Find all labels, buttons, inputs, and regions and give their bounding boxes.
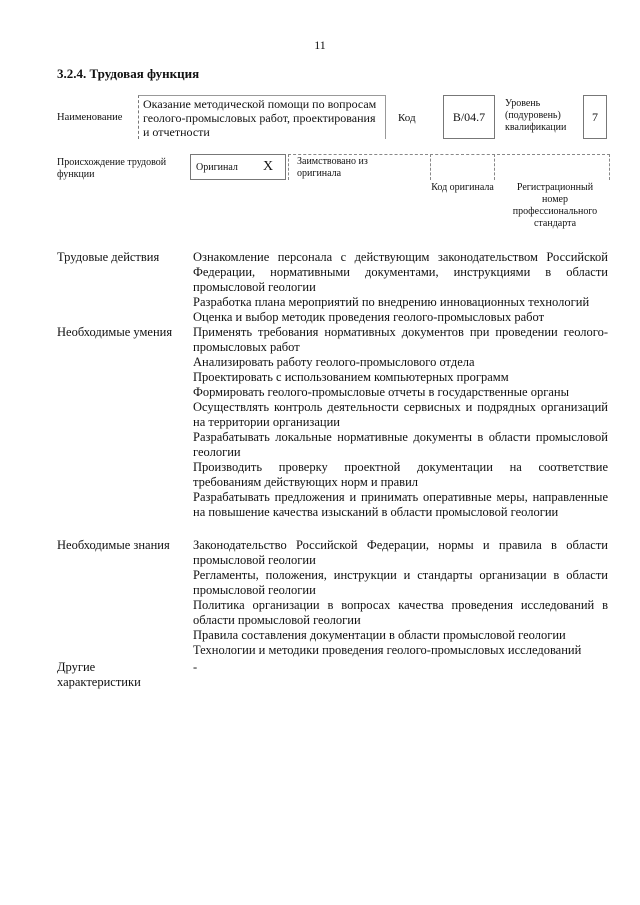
origin-label: Происхождение трудовой функции xyxy=(57,157,167,180)
section-actions xyxy=(193,250,608,325)
function-name-value: Оказание методической помощи по вопросам геолого-промысловых работ, проектирования и отчетности xyxy=(138,95,386,139)
section-label-knowledge: Необходимые знания xyxy=(57,538,170,552)
level-label: Уровень (подуровень) квалификации xyxy=(505,98,567,133)
reg-number-label: Регистрационный номер профессионального стандарта xyxy=(512,182,598,229)
list-item: Формировать геолого-промысловые отчеты в государственные органы xyxy=(193,385,569,399)
borrowed-box xyxy=(288,154,428,180)
section-label-skills: Необходимые умения xyxy=(57,325,173,339)
list-item: Осуществлять контроль деятельности сервисных и подрядных организаций на территории организации xyxy=(193,400,608,429)
name-label: Наименование xyxy=(57,112,123,123)
borrowed-label: Заимствовано из оригинала xyxy=(297,156,368,179)
list-item: Разрабатывать предложения и принимать оперативные меры, направленные на повышение качества изысканий в области промысловой геологии xyxy=(193,490,608,519)
list-item: Применять требования нормативных документов при проведении геолого-промысловых работ xyxy=(193,325,608,354)
list-item: Ознакомление персонала с действующим законодательством Российской Федерации, нормативными документами, инструкциями в области промысловой геологии xyxy=(193,250,608,294)
section-label-other: Другие характеристики xyxy=(57,660,141,689)
section-other xyxy=(193,660,608,675)
list-item: Проектировать с использованием компьютерных программ xyxy=(193,370,509,384)
code-original-box xyxy=(430,154,495,180)
original-mark: X xyxy=(263,159,274,174)
level-value: 7 xyxy=(583,95,607,139)
code-value: B/04.7 xyxy=(443,95,495,139)
list-item: Политика организации в вопросах качества проведения исследований в области промысловой геологии xyxy=(193,598,608,627)
list-item: Оценка и выбор методик проведения геолого-промысловых работ xyxy=(193,310,545,324)
code-original-label: Код оригинала xyxy=(431,182,494,193)
code-label: Код xyxy=(398,112,416,124)
origin-original-box xyxy=(190,154,286,180)
list-item: Производить проверку проектной документации на соответствие требованиям действующих норм и правил xyxy=(193,460,608,489)
list-item: Регламенты, положения, инструкции и стандарты организации в области промысловой геологии xyxy=(193,568,608,597)
list-item: Разработка плана мероприятий по внедрению инновационных технологий xyxy=(193,295,590,309)
list-item: Анализировать работу геолого-промыслового отдела xyxy=(193,355,475,369)
section-title: 3.2.4. Трудовая функция xyxy=(57,66,200,81)
list-item: Разрабатывать локальные нормативные документы в области промысловой геологии xyxy=(193,430,608,459)
page-number: 11 xyxy=(314,38,326,52)
section-knowledge xyxy=(193,538,608,658)
list-item: - xyxy=(193,660,198,674)
reg-number-box xyxy=(497,154,610,180)
list-item: Технологии и методики проведения геолого-промысловых исследований xyxy=(193,643,582,657)
list-item: Правила составления документации в области промысловой геологии xyxy=(193,628,566,642)
original-label: Оригинал xyxy=(196,162,238,173)
section-label-actions: Трудовые действия xyxy=(57,250,160,264)
list-item: Законодательство Российской Федерации, нормы и правила в области промысловой геологии xyxy=(193,538,608,567)
section-skills xyxy=(193,325,608,520)
